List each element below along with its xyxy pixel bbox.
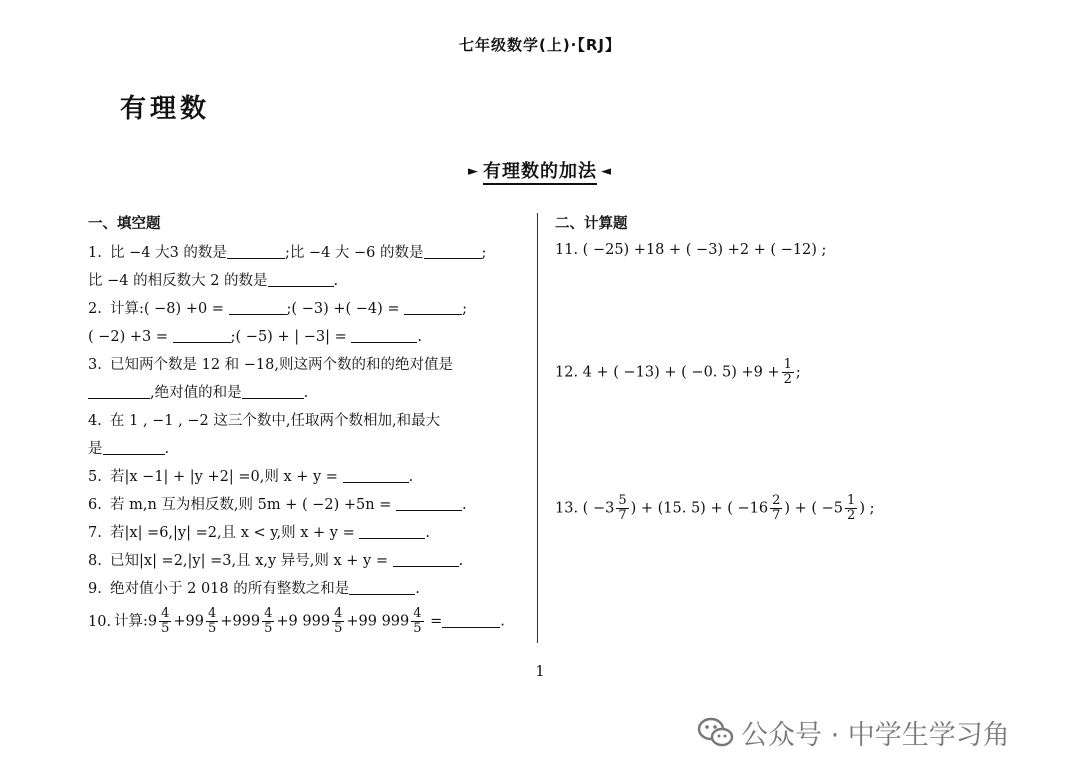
- answer-blank[interactable]: [173, 327, 231, 343]
- answer-blank[interactable]: [351, 327, 417, 343]
- question-2: [88, 295, 528, 323]
- answer-blank[interactable]: [343, 467, 409, 483]
- question-text: 比 −4 的相反数大 2 的数是: [88, 273, 268, 289]
- calculation-section: [555, 212, 1055, 523]
- left-triangle-icon: ◄: [601, 164, 612, 179]
- question-text: 绝对值小于 2 018 的所有整数之和是: [110, 581, 350, 597]
- answer-blank[interactable]: [268, 271, 334, 287]
- question-text: .: [408, 469, 414, 485]
- fill-in-section: [88, 212, 528, 636]
- denominator: 2: [783, 372, 792, 387]
- question-text: .: [417, 329, 422, 345]
- whole-number: 9: [147, 613, 158, 630]
- question-number: 3.: [88, 357, 102, 373]
- fraction: [845, 494, 857, 523]
- question-text: 在 1 , −1 , −2 这三个数中,任取两个数相加,和最大: [110, 413, 441, 429]
- answer-blank[interactable]: [404, 299, 462, 315]
- denominator: 5: [334, 621, 343, 636]
- part1-heading: 一、填空题: [88, 216, 161, 232]
- question-number: 2.: [88, 301, 102, 317]
- question-text: ;比 −4 大 −6 的数是: [284, 245, 424, 261]
- question-text: .: [458, 553, 464, 569]
- whole-number: +999: [220, 613, 261, 630]
- answer-blank[interactable]: [393, 551, 459, 567]
- wechat-icon: [697, 716, 735, 750]
- question-text: 比 −4 大3 的数是: [110, 245, 227, 261]
- question-8: [88, 547, 528, 575]
- answer-blank[interactable]: [227, 243, 285, 259]
- question-text: =: [425, 613, 443, 630]
- numerator: 4: [413, 606, 422, 621]
- question-text: ,绝对值的和是: [150, 385, 242, 401]
- answer-blank[interactable]: [359, 523, 425, 539]
- question-5: [88, 463, 528, 491]
- fraction: [411, 607, 423, 636]
- fraction: [262, 607, 274, 636]
- question-number: 1.: [88, 245, 102, 261]
- denominator: 7: [618, 508, 627, 523]
- denominator: 2: [847, 508, 856, 523]
- question-text: .: [461, 497, 467, 513]
- question-text: 4 + ( −13) + ( −0. 5) +9 +: [582, 364, 780, 381]
- question-12: [555, 358, 801, 387]
- numerator: 1: [783, 357, 792, 372]
- question-text: .: [164, 441, 170, 457]
- question-text: 计算:: [114, 613, 148, 630]
- question-number: 6.: [88, 497, 102, 513]
- question-text: .: [500, 613, 505, 630]
- question-number: 12.: [555, 364, 579, 381]
- section-title: [0, 157, 1080, 183]
- watermark-text: 公众号 · 中学生学习角: [741, 720, 1010, 751]
- question-text: 已知两个数是 12 和 −18,则这两个数的和的绝对值是: [110, 357, 453, 373]
- section-title-text: 有理数的加法: [483, 161, 597, 185]
- question-text: ;( −5) + | −3| =: [230, 329, 347, 345]
- whole-number: +99 999: [346, 613, 410, 630]
- question-text: ;: [481, 245, 487, 261]
- question-text: 若|x −1| + |y +2| =0,则 x + y =: [110, 469, 338, 485]
- answer-blank[interactable]: [103, 439, 165, 455]
- question-text: ;: [462, 301, 468, 317]
- numerator: 4: [161, 606, 170, 621]
- fraction: [206, 607, 218, 636]
- column-divider: [537, 213, 538, 643]
- numerator: 4: [208, 606, 217, 621]
- answer-blank[interactable]: [396, 495, 462, 511]
- fraction: [616, 494, 628, 523]
- answer-blank[interactable]: [442, 612, 500, 628]
- question-text: .: [333, 273, 339, 289]
- question-6: [88, 491, 528, 519]
- fraction: [770, 494, 782, 523]
- question-text: 是: [88, 441, 103, 457]
- question-text: .: [425, 525, 430, 541]
- question-4-line2: [88, 435, 528, 463]
- numerator: 1: [847, 493, 856, 508]
- question-number: 7.: [88, 525, 102, 541]
- right-triangle-icon: ►: [468, 164, 479, 179]
- question-text: ;: [795, 364, 801, 381]
- question-text: 已知|x| =2,|y| =3,且 x,y 异号,则 x + y =: [110, 553, 389, 569]
- question-text: 计算:( −8) +0 =: [110, 301, 224, 317]
- chapter-title: 有理数: [120, 94, 211, 124]
- page-header: 七年级数学(上)·【RJ】: [458, 36, 622, 54]
- denominator: 5: [413, 621, 422, 636]
- question-number: 8.: [88, 553, 102, 569]
- question-number: 11.: [555, 242, 579, 258]
- denominator: 5: [264, 621, 273, 636]
- denominator: 5: [161, 621, 170, 636]
- question-9: [88, 575, 528, 603]
- question-3: [88, 351, 528, 379]
- whole-number: +99: [173, 613, 205, 630]
- answer-blank[interactable]: [229, 299, 287, 315]
- numerator: 2: [772, 493, 781, 508]
- numerator: 4: [264, 606, 273, 621]
- question-text: 若 m,n 互为相反数,则 5m + ( −2) +5n =: [110, 497, 392, 513]
- fraction: [332, 607, 344, 636]
- question-2-line2: [88, 323, 528, 351]
- question-text: ( −3: [582, 500, 615, 517]
- part2-heading: 二、计算题: [555, 216, 628, 232]
- question-number: 5.: [88, 469, 102, 485]
- answer-blank[interactable]: [349, 579, 415, 595]
- question-number: 10.: [88, 613, 112, 630]
- question-number: 9.: [88, 581, 102, 597]
- answer-blank[interactable]: [88, 383, 150, 399]
- numerator: 5: [618, 493, 627, 508]
- answer-blank[interactable]: [242, 383, 304, 399]
- question-text: .: [415, 581, 420, 597]
- question-3-line2: [88, 379, 528, 407]
- numerator: 4: [334, 606, 343, 621]
- question-text: ) + (15. 5) + ( −16: [630, 500, 769, 517]
- question-text: ( −25) +18 + ( −3) +2 + ( −12) ;: [582, 242, 827, 258]
- whole-number: +9 999: [276, 613, 331, 630]
- answer-blank[interactable]: [424, 243, 482, 259]
- question-1: [88, 239, 528, 267]
- question-7: [88, 519, 528, 547]
- fraction: [159, 607, 171, 636]
- question-4: [88, 407, 528, 435]
- denominator: 7: [772, 508, 781, 523]
- denominator: 5: [208, 621, 217, 636]
- question-text: .: [303, 385, 309, 401]
- question-text: ) ;: [859, 500, 875, 517]
- question-text: ) + ( −5: [784, 500, 844, 517]
- question-number: 4.: [88, 413, 102, 429]
- watermark: [697, 713, 1010, 752]
- question-text: ( −2) +3 =: [88, 329, 169, 345]
- question-10: [88, 607, 528, 636]
- question-13: [555, 494, 874, 523]
- page-number: 1: [535, 662, 545, 680]
- fraction: [782, 358, 794, 387]
- question-1-line2: [88, 267, 528, 295]
- question-text: ;( −3) +( −4) =: [286, 301, 400, 317]
- question-number: 13.: [555, 500, 579, 517]
- question-text: 若|x| =6,|y| =2,且 x < y,则 x + y =: [110, 525, 355, 541]
- question-11: [555, 242, 826, 258]
